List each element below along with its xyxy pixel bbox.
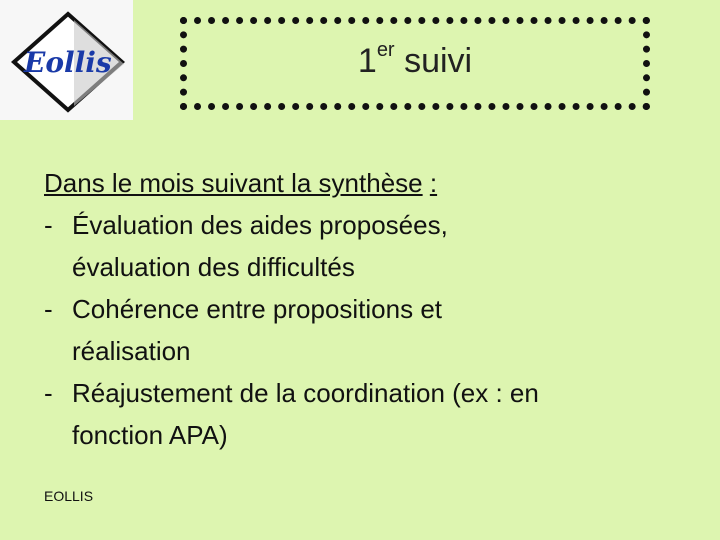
list-item-line: réalisation (72, 336, 191, 366)
logo (0, 0, 133, 120)
heading-colon: : (429, 168, 438, 198)
svg-text:Eollis: Eollis (24, 46, 112, 79)
bullet-dash: - (44, 378, 53, 408)
title-frame (180, 17, 650, 110)
body-content (44, 162, 684, 456)
title-word: suivi (404, 42, 473, 80)
eollis-logo-icon (0, 0, 133, 120)
heading-text: Dans le mois suivant la synthèse (44, 168, 423, 198)
footer-label: EOLLIS (44, 488, 94, 504)
title-superscript: er (376, 38, 395, 61)
list-item-line: évaluation des difficultés (72, 252, 355, 282)
content-heading (44, 162, 684, 204)
list-item-line: Évaluation des aides proposées, (72, 210, 448, 240)
bullet-dash: - (44, 294, 53, 324)
list-item (44, 204, 684, 288)
title-ordinal: 1 (357, 42, 377, 80)
list-item-line: fonction APA) (72, 420, 228, 450)
list-item (44, 372, 684, 456)
list-item (44, 288, 684, 372)
bullet-dash: - (44, 210, 53, 240)
list-item-line: Cohérence entre propositions et (72, 294, 443, 324)
page-title (357, 38, 473, 81)
list-item-line: Réajustement de la coordination (ex : en (72, 378, 539, 408)
